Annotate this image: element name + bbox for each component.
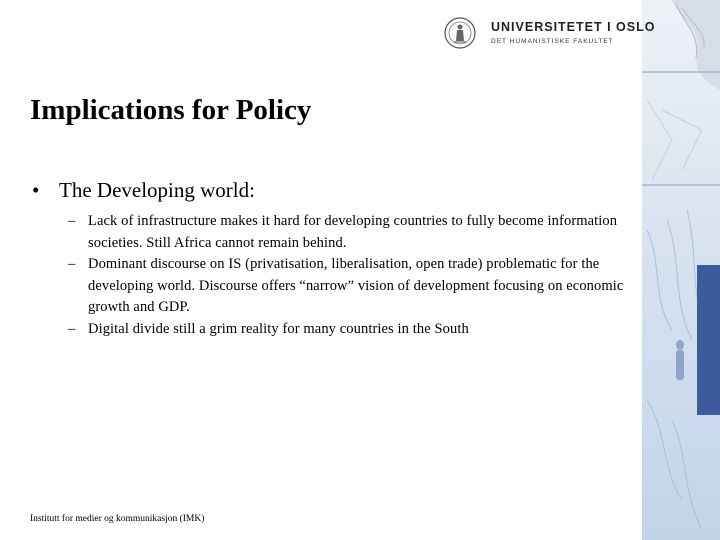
list-item [68, 319, 628, 341]
slide-title: Implications for Policy [30, 94, 312, 126]
list-item [68, 254, 628, 319]
footer-text: Institutt for medier og kommunikasjon (IMK) [30, 514, 205, 524]
university-name: UNIVERSITETET I OSLO [491, 20, 656, 34]
university-seal-icon [444, 16, 476, 50]
list-item-text: Lack of infrastructure makes it hard for developing countries to fully become information societies. Still Africa cannot remain behind. [88, 213, 618, 251]
sub-bullet-list [68, 211, 628, 340]
dash-mark: – [68, 256, 76, 272]
accent-blue-bar [697, 265, 720, 415]
faculty-name: DET HUMANISTISKE FAKULTET [491, 38, 614, 45]
university-logo [444, 14, 656, 54]
bullet-mark: • [32, 178, 40, 202]
list-item [68, 211, 628, 254]
main-bullet [32, 178, 255, 203]
list-item-text: Dominant discourse on IS (privatisation, liberalisation, open trade) problematic for the developing world. Discourse offers “narrow” vision of development focusing on economic growth and GDP. [88, 256, 624, 315]
bullet-text: The Developing world: [59, 178, 255, 202]
dash-mark: – [68, 213, 76, 229]
dash-mark: – [68, 320, 76, 337]
list-item-text: Digital divide still a grim reality for many countries in the South [88, 320, 469, 337]
